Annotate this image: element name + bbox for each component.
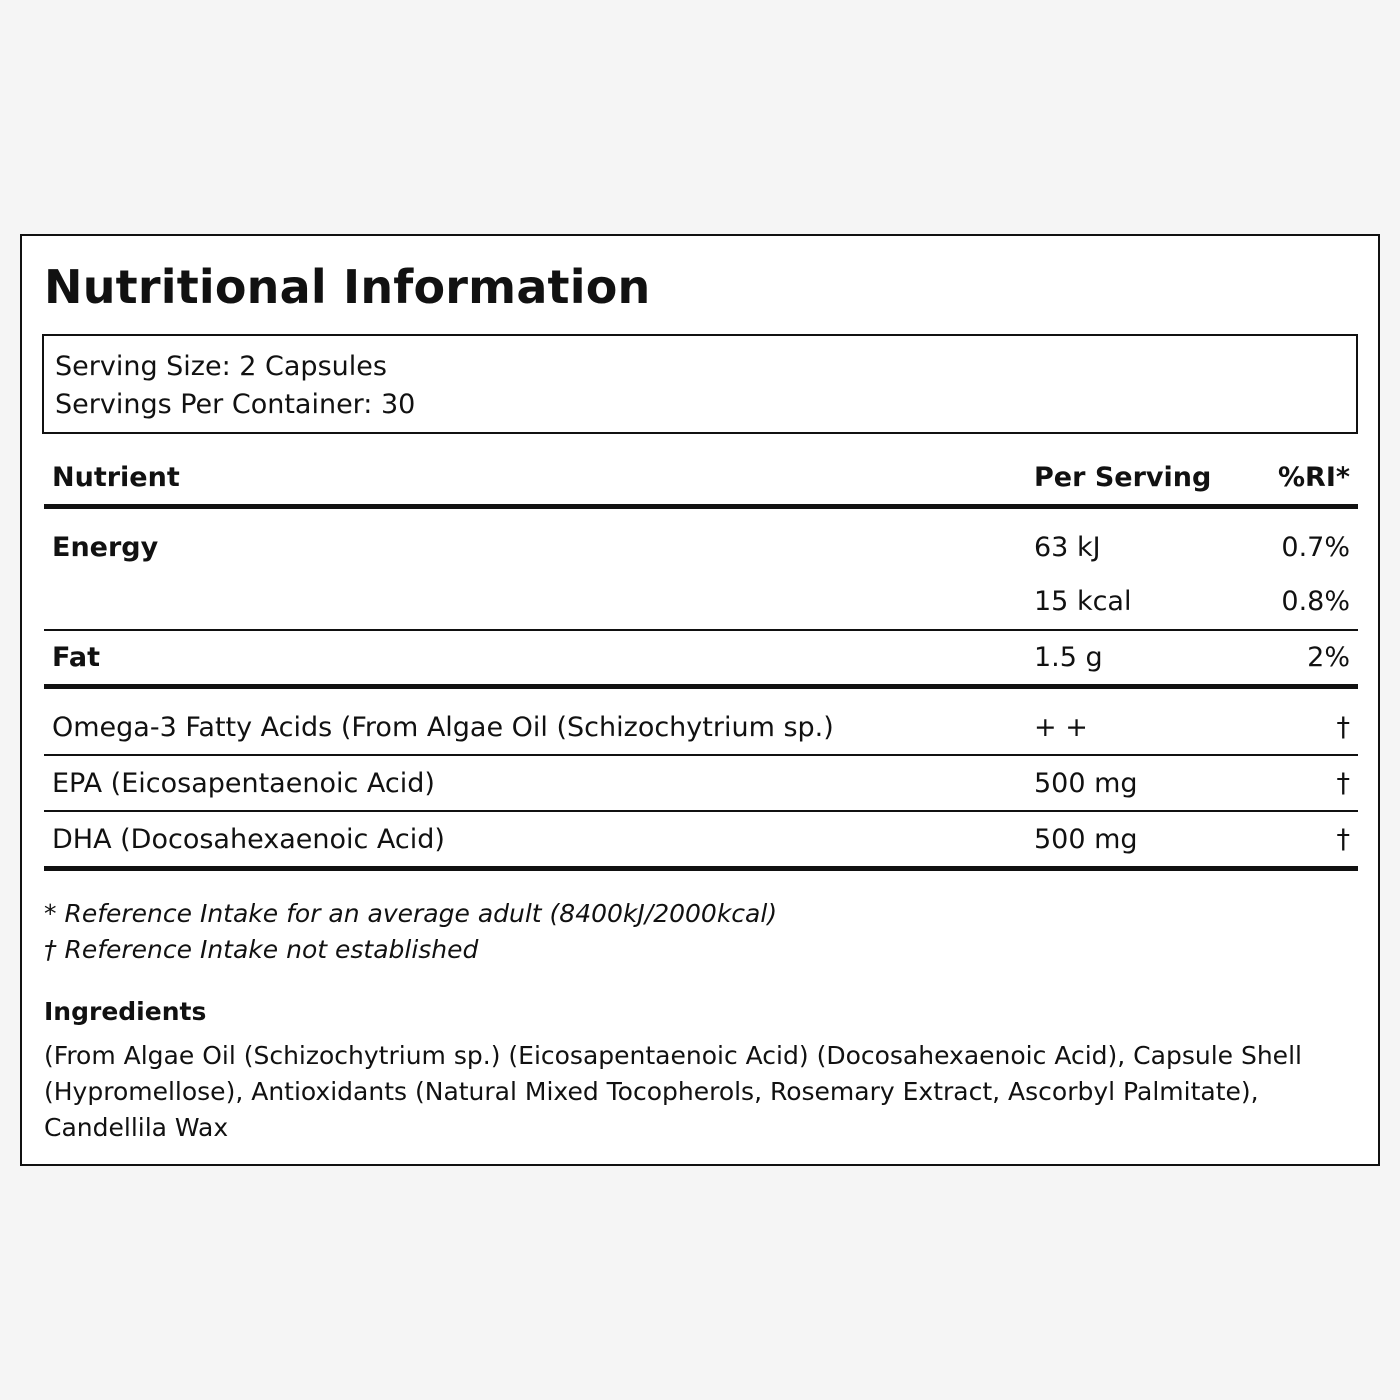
- header-ri: %RI*: [1277, 462, 1350, 493]
- header-nutrient: Nutrient: [52, 462, 180, 493]
- row-divider: [44, 629, 1358, 631]
- section-divider: [44, 684, 1358, 689]
- table-row-per-serving: 1.5 g: [1034, 642, 1103, 673]
- header-divider: [44, 504, 1358, 509]
- footnote-not-established: † Reference Intake not established: [44, 935, 479, 964]
- row-divider: [44, 754, 1358, 756]
- table-row-nutrient: EPA (Eicosapentaenoic Acid): [52, 768, 435, 799]
- table-row-per-serving: 500 mg: [1034, 824, 1138, 855]
- table-row-ri: †: [1336, 768, 1350, 799]
- table-row-ri: †: [1336, 712, 1350, 743]
- servings-per-container: Servings Per Container: 30: [55, 389, 416, 420]
- table-row-nutrient: DHA (Docosahexaenoic Acid): [52, 824, 445, 855]
- table-row-ri: 0.8%: [1281, 586, 1350, 617]
- row-divider: [44, 810, 1358, 812]
- table-row-ri: 2%: [1307, 642, 1350, 673]
- ingredients-title: Ingredients: [44, 997, 207, 1026]
- table-row-nutrient: Energy: [52, 532, 159, 563]
- nutrition-label: [20, 234, 1380, 1166]
- serving-info-box: [42, 334, 1358, 434]
- footnote-reference-intake: * Reference Intake for an average adult (8400kJ/2000kcal): [44, 899, 778, 928]
- table-row-per-serving: 500 mg: [1034, 768, 1138, 799]
- ingredients-text: (From Algae Oil (Schizochytrium sp.) (Eicosapentaenoic Acid) (Docosahexaenoic Acid), Capsule Shell (Hypromellose), Antioxidants (Natural Mixed Tocopherols, Rosemary Extract, Ascorbyl Palmitate), Candellila Wax: [44, 1041, 1302, 1142]
- table-row-nutrient: Fat: [52, 642, 100, 673]
- label-title: Nutritional Information: [44, 260, 651, 314]
- table-row-per-serving: + +: [1034, 712, 1088, 743]
- table-bottom-divider: [44, 866, 1358, 871]
- table-row-ri: 0.7%: [1281, 532, 1350, 563]
- table-row-nutrient: Omega-3 Fatty Acids (From Algae Oil (Schizochytrium sp.): [52, 712, 834, 743]
- table-row-ri: †: [1336, 824, 1350, 855]
- serving-size: Serving Size: 2 Capsules: [55, 351, 387, 382]
- table-row-per-serving: 63 kJ: [1034, 532, 1101, 563]
- table-row-per-serving: 15 kcal: [1034, 586, 1132, 617]
- header-per-serving: Per Serving: [1034, 462, 1212, 493]
